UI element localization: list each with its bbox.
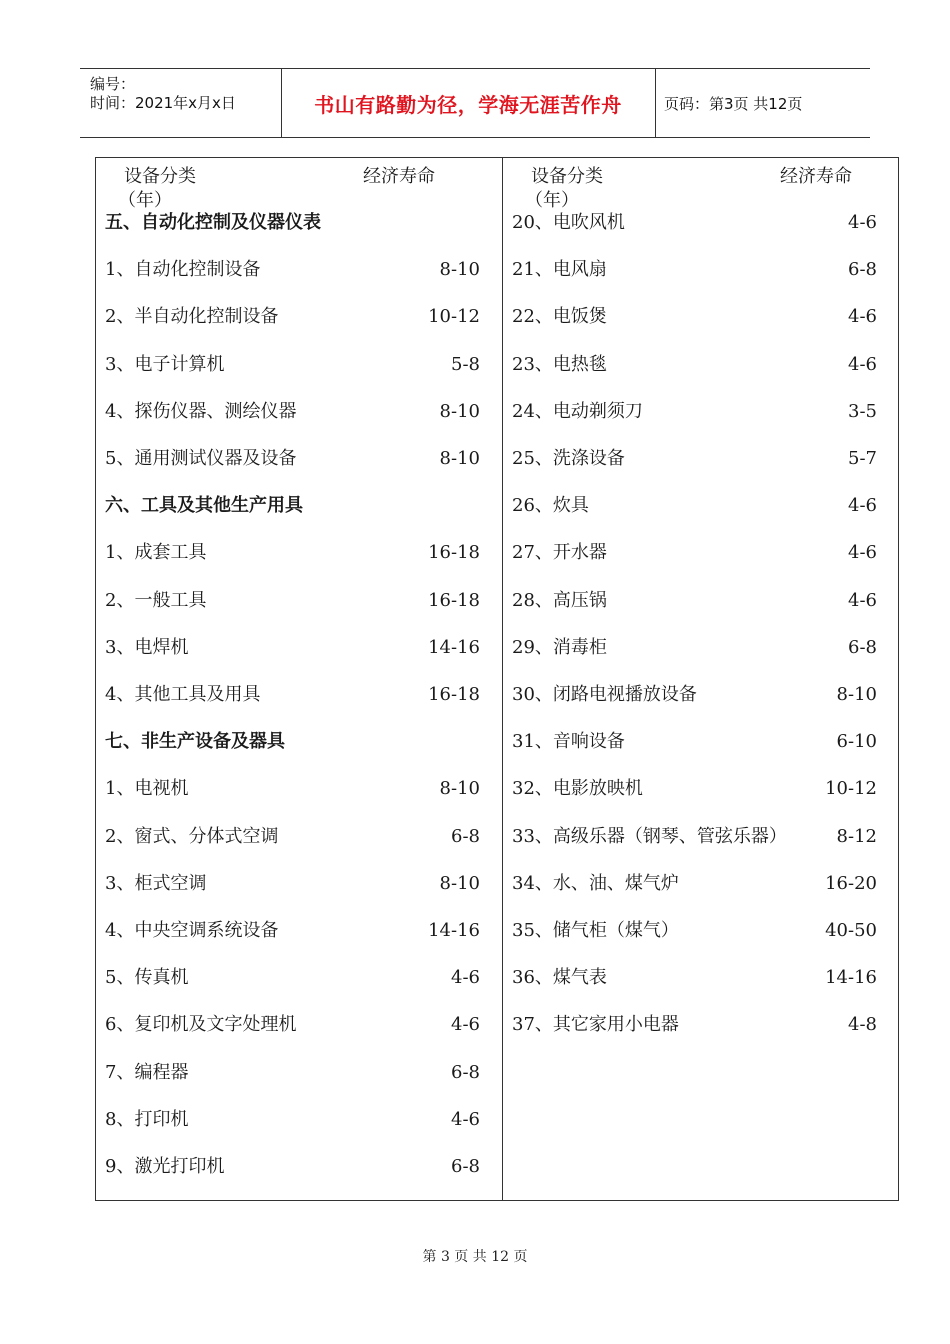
row-life-value: 8-10 — [439, 400, 480, 422]
header-divider-right — [655, 69, 656, 137]
table-row — [503, 869, 899, 899]
row-life-value: 3-5 — [848, 400, 877, 422]
row-life-value: 10-12 — [428, 306, 480, 328]
row-life-value: 4-6 — [848, 495, 877, 517]
row-label: 2、窗式、分体式空调 — [105, 825, 279, 847]
header-page-code: 页码：第3页 共12页 — [664, 95, 803, 113]
row-label: 28、高压锅 — [512, 589, 607, 611]
row-life-value: 16-18 — [428, 589, 480, 611]
table-row — [96, 869, 502, 899]
row-life-value: 4-6 — [848, 542, 877, 564]
table-row — [503, 491, 899, 521]
row-label: 24、电动剃须刀 — [512, 400, 643, 422]
table-row — [503, 1010, 899, 1040]
date-label: 时间：2021年x月x日 — [90, 94, 236, 112]
row-label: 4、中央空调系统设备 — [105, 920, 279, 941]
row-label: 22、电饭煲 — [512, 306, 607, 328]
row-life-value: 16-18 — [428, 684, 480, 705]
row-label: 五、自动化控制及仪器仪表 — [105, 212, 321, 233]
header-life: 经济寿命 — [363, 166, 435, 187]
row-life-value: 4-6 — [848, 212, 877, 233]
row-label: 30、闭路电视播放设备 — [512, 684, 697, 705]
table-row — [503, 727, 899, 757]
row-label: 29、消毒柜 — [512, 636, 607, 658]
table-row — [96, 255, 502, 285]
table-row — [503, 586, 899, 616]
table-row — [503, 302, 899, 332]
section-heading — [96, 208, 502, 238]
row-label: 5、传真机 — [105, 967, 189, 989]
table-row — [96, 680, 502, 710]
row-life-value: 6-8 — [451, 1156, 480, 1177]
table-row — [503, 680, 899, 710]
header-life: 经济寿命 — [780, 166, 852, 187]
row-life-value: 6-8 — [848, 259, 877, 281]
table-row — [503, 255, 899, 285]
row-label: 35、储气柜（煤气） — [512, 920, 679, 941]
row-life-value: 4-6 — [848, 353, 877, 375]
serial-label: 编号： — [90, 75, 136, 93]
row-label: 七、非生产设备及器具 — [105, 731, 285, 753]
row-life-value: 6-10 — [836, 731, 877, 753]
row-life-value: 6-8 — [451, 1061, 480, 1083]
row-life-value: 8-12 — [836, 825, 877, 847]
table-row — [96, 586, 502, 616]
row-life-value: 16-18 — [428, 542, 480, 564]
table-row — [503, 208, 899, 238]
table-row — [503, 444, 899, 474]
table-row — [96, 444, 502, 474]
table-row — [96, 774, 502, 804]
row-label: 5、通用测试仪器及设备 — [105, 448, 297, 469]
row-label: 9、激光打印机 — [105, 1156, 225, 1177]
table-row — [503, 774, 899, 804]
table-row — [96, 350, 502, 380]
table-row — [96, 822, 502, 852]
row-life-value: 10-12 — [825, 778, 877, 800]
table-row — [503, 350, 899, 380]
row-label: 3、电焊机 — [105, 636, 189, 658]
row-label: 27、开水器 — [512, 542, 607, 564]
row-label: 2、半自动化控制设备 — [105, 306, 279, 328]
section-heading — [96, 491, 502, 521]
row-life-value: 14-16 — [428, 920, 480, 941]
row-label: 23、电热毯 — [512, 353, 607, 375]
table-row — [503, 916, 899, 946]
row-label: 1、自动化控制设备 — [105, 259, 261, 281]
row-label: 33、高级乐器（钢琴、管弦乐器） — [512, 825, 787, 847]
table-row — [96, 1010, 502, 1040]
row-life-value: 14-16 — [428, 636, 480, 658]
row-life-value: 8-10 — [836, 684, 877, 705]
row-label: 2、一般工具 — [105, 589, 207, 611]
row-life-value: 8-10 — [439, 872, 480, 894]
row-label: 37、其它家用小电器 — [512, 1014, 679, 1036]
table-row — [96, 1105, 502, 1135]
header-unit: （年） — [525, 190, 579, 211]
row-life-value: 5-8 — [451, 353, 480, 375]
row-label: 六、工具及其他生产用具 — [105, 495, 303, 517]
row-life-value: 8-10 — [439, 259, 480, 281]
left-column-header — [96, 162, 502, 211]
row-label: 4、其他工具及用具 — [105, 684, 261, 705]
row-label: 34、水、油、煤气炉 — [512, 872, 679, 894]
row-life-value: 4-6 — [848, 589, 877, 611]
row-life-value: 5-7 — [848, 448, 877, 469]
table-row — [503, 822, 899, 852]
row-label: 21、电风扇 — [512, 259, 607, 281]
header-unit: （年） — [118, 190, 172, 211]
row-life-value: 4-6 — [451, 1014, 480, 1036]
row-label: 31、音响设备 — [512, 731, 625, 753]
table-row — [96, 963, 502, 993]
row-label: 3、柜式空调 — [105, 872, 207, 894]
row-life-value: 6-8 — [451, 825, 480, 847]
header-category: 设备分类 — [531, 166, 603, 187]
row-life-value: 4-6 — [451, 967, 480, 989]
equipment-life-table — [95, 157, 899, 1201]
row-label: 3、电子计算机 — [105, 353, 225, 375]
table-row — [96, 302, 502, 332]
table-row — [503, 538, 899, 568]
table-row — [96, 633, 502, 663]
row-life-value: 14-16 — [825, 967, 877, 989]
page-footer: 第 3 页 共 12 页 — [422, 1249, 528, 1265]
row-label: 6、复印机及文字处理机 — [105, 1014, 297, 1036]
right-column-header — [503, 162, 899, 211]
row-label: 36、煤气表 — [512, 967, 607, 989]
row-life-value: 4-6 — [451, 1108, 480, 1130]
row-life-value: 6-8 — [848, 636, 877, 658]
table-row — [96, 1058, 502, 1088]
table-row — [503, 633, 899, 663]
row-label: 26、炊具 — [512, 495, 589, 517]
section-heading — [96, 727, 502, 757]
header-category: 设备分类 — [124, 166, 196, 187]
row-label: 20、电吹风机 — [512, 212, 625, 233]
row-life-value: 16-20 — [825, 872, 877, 894]
row-label: 25、洗涤设备 — [512, 448, 625, 469]
row-label: 4、探伤仪器、测绘仪器 — [105, 400, 297, 422]
row-life-value: 8-10 — [439, 448, 480, 469]
table-row — [503, 397, 899, 427]
row-label: 7、编程器 — [105, 1061, 189, 1083]
table-row — [96, 397, 502, 427]
header-motto: 书山有路勤为径，学海无涯苦作舟 — [314, 93, 622, 117]
row-label: 8、打印机 — [105, 1108, 189, 1130]
row-life-value: 4-6 — [848, 306, 877, 328]
row-life-value: 4-8 — [848, 1014, 877, 1036]
row-label: 1、成套工具 — [105, 542, 207, 564]
table-row — [96, 1152, 502, 1182]
row-label: 1、电视机 — [105, 778, 189, 800]
table-row — [503, 963, 899, 993]
table-row — [96, 916, 502, 946]
row-label: 32、电影放映机 — [512, 778, 643, 800]
page-header — [80, 68, 870, 138]
table-row — [96, 538, 502, 568]
row-life-value: 40-50 — [825, 920, 877, 941]
row-life-value: 8-10 — [439, 778, 480, 800]
